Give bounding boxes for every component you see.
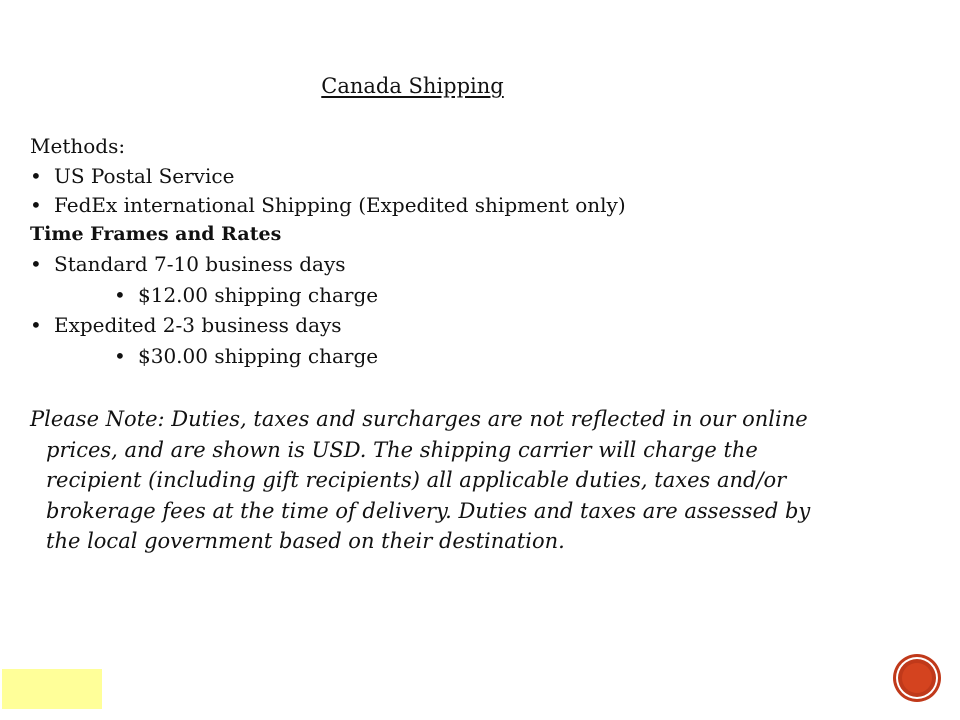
list-item — [114, 283, 378, 307]
duties-note: Please Note: Duties, taxes and surcharges are not reflected in our online prices, and are shown is USD. The shipping carrier will charge the recipient (including gift recipients) all applicable duties, taxes and/or brokerage fees at the time of delivery. Duties and taxes are assessed by the local government based on their destination. — [30, 407, 811, 553]
nav-circle-inner — [902, 663, 932, 693]
expedited-charge: $30.00 shipping charge — [138, 344, 379, 368]
method-usps: US Postal Service — [54, 164, 235, 188]
bullet-icon: • — [114, 283, 126, 307]
bullet-icon: • — [30, 313, 42, 337]
list-item — [30, 193, 626, 217]
bullet-icon: • — [30, 164, 42, 188]
time-frames-heading: Time Frames and Rates — [30, 223, 282, 245]
bullet-icon: • — [30, 193, 42, 217]
expedited-label: Expedited 2-3 business days — [54, 313, 342, 337]
highlight-box — [2, 669, 102, 709]
standard-label: Standard 7-10 business days — [54, 252, 346, 276]
method-fedex: FedEx international Shipping (Expedited shipment only) — [54, 193, 626, 217]
list-item — [30, 313, 342, 337]
standard-charge: $12.00 shipping charge — [138, 283, 379, 307]
list-item — [30, 164, 234, 188]
page-title: Canada Shipping — [321, 74, 504, 98]
bullet-icon: • — [30, 252, 42, 276]
methods-heading: Methods: — [30, 134, 126, 158]
list-item — [30, 252, 346, 276]
bullet-icon: • — [114, 344, 126, 368]
list-item — [114, 344, 378, 368]
slide-nav-circle-icon[interactable] — [896, 657, 938, 699]
